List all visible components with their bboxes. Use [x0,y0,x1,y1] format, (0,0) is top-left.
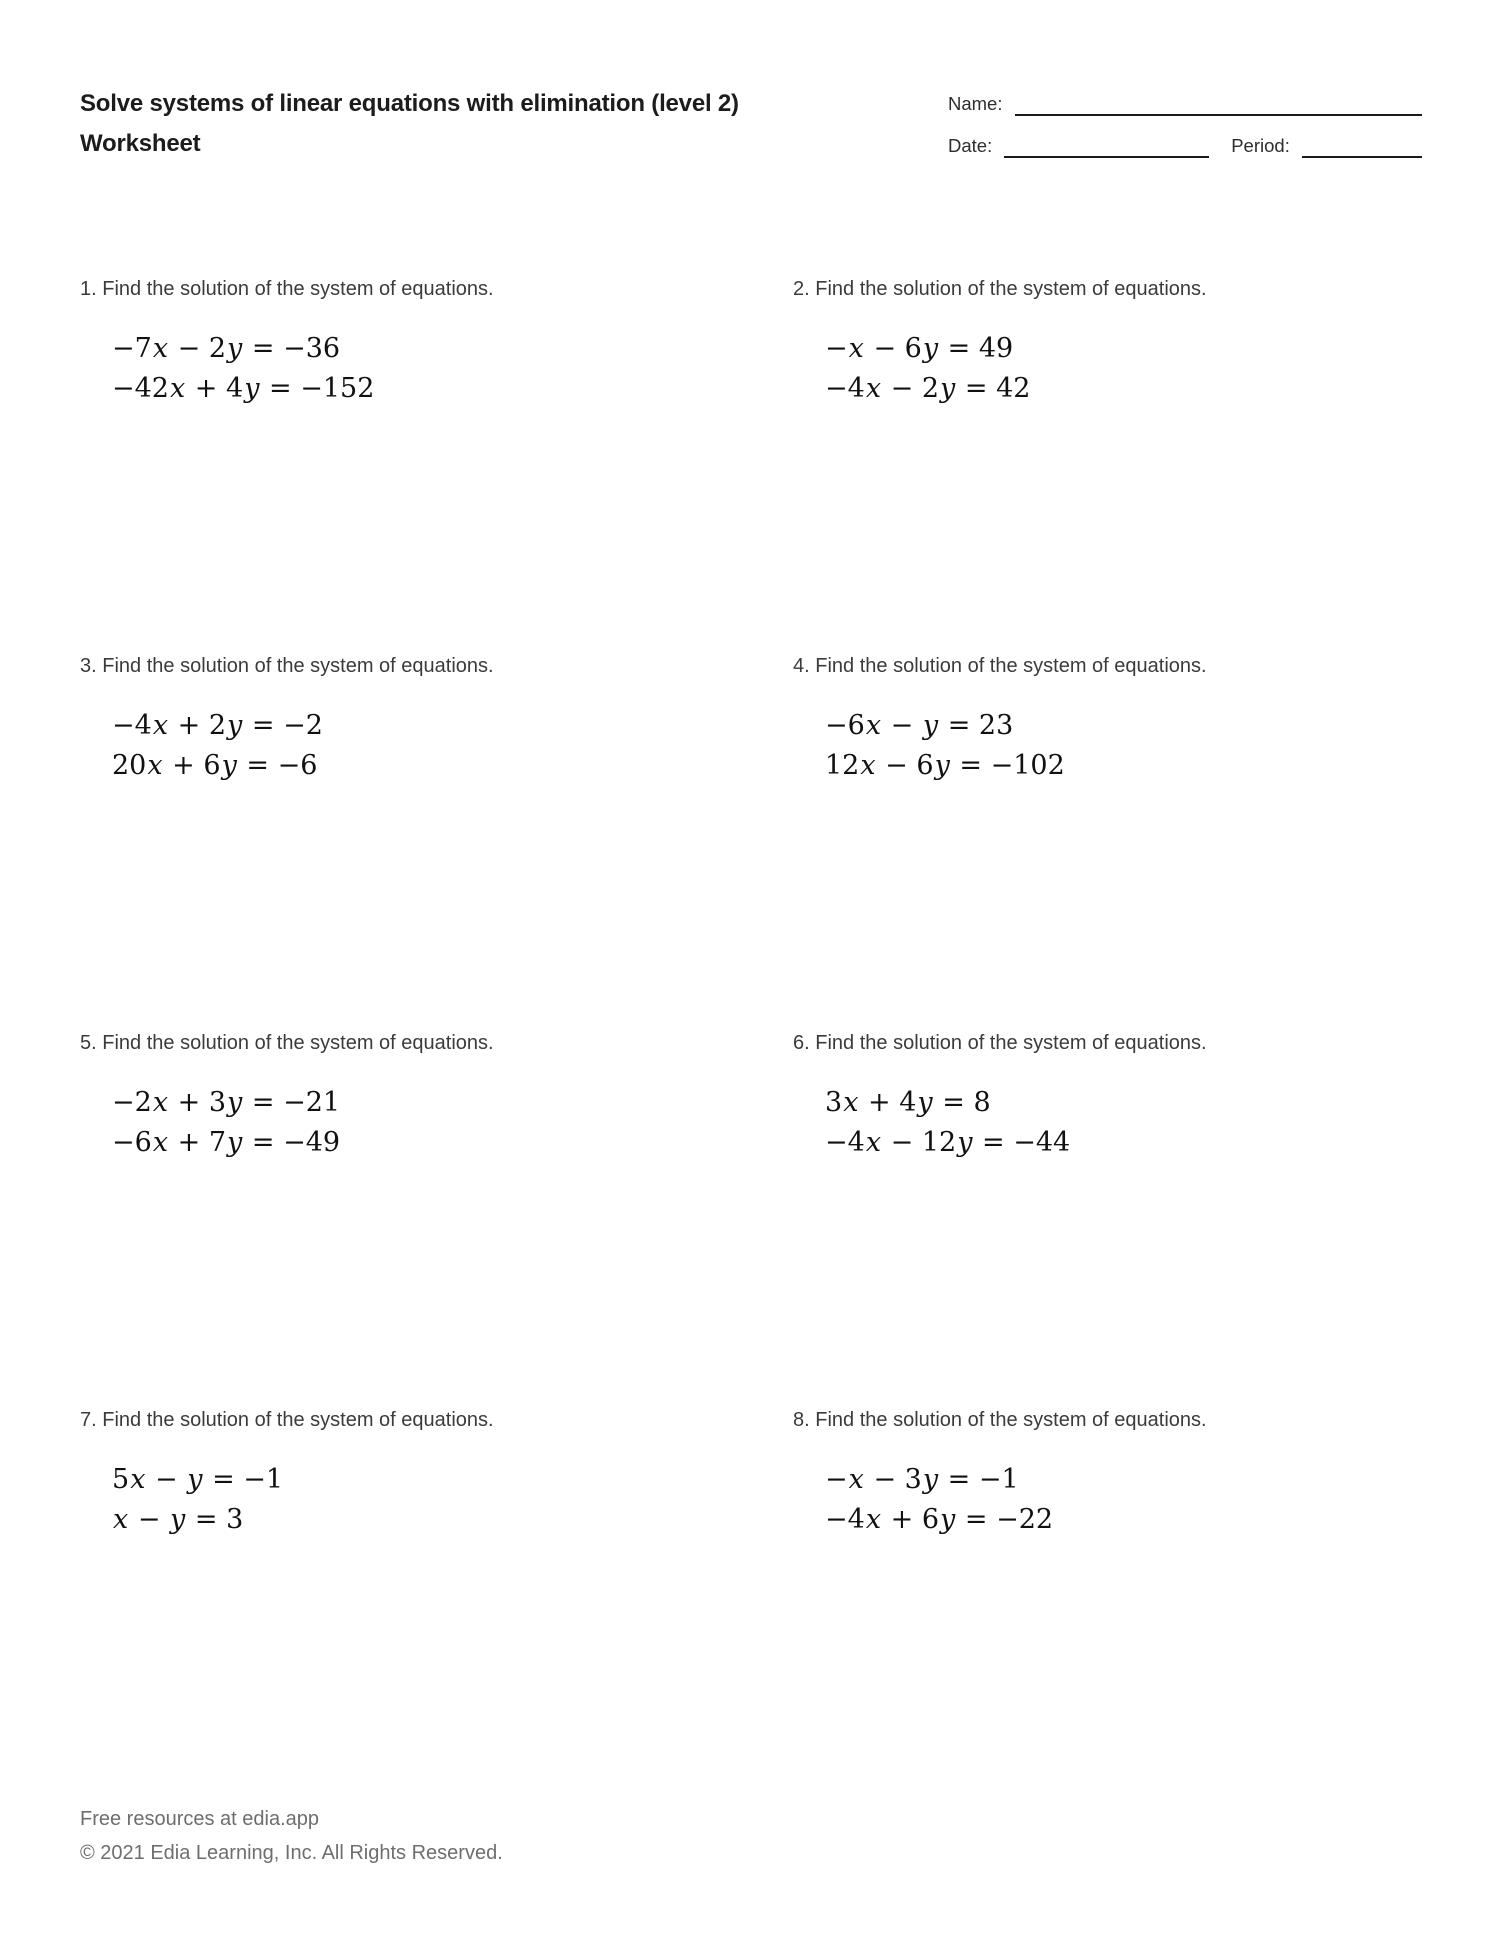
equation-system [112,1083,793,1163]
date-label: Date: [948,135,993,156]
worksheet-header [80,84,1422,176]
problem-prompt-text: Find the solution of the system of equations. [815,1032,1207,1054]
problem-number: 7. [80,1409,97,1431]
footer-resources-text: Free resources at edia.app [80,1808,320,1830]
equation-line-2: −42x + 4y = −152 [112,373,375,404]
period-label: Period: [1231,135,1290,156]
equation-line-1: −7x − 2y = −36 [112,333,341,364]
equation-system [825,1460,1420,1540]
problem-5 [80,1030,793,1407]
problem-2 [793,276,1420,653]
equation-line-1: −2x + 3y = −21 [112,1087,341,1118]
equation-line-1: −6x − y = 23 [825,710,1014,741]
equation-system [825,1083,1420,1163]
problem-number: 6. [793,1032,810,1054]
problem-number: 5. [80,1032,97,1054]
problem-prompt-text: Find the solution of the system of equations. [102,1409,494,1431]
equation-line-1: −x − 6y = 49 [825,333,1014,364]
problem-number: 8. [793,1409,810,1431]
problem-prompt-text: Find the solution of the system of equations. [815,278,1207,300]
title-block [80,84,739,176]
page-footer [80,1802,503,1870]
problem-3 [80,653,793,1030]
problem-prompt [80,1407,793,1434]
name-label: Name: [948,93,1003,114]
equation-line-2: −4x − 2y = 42 [825,373,1031,404]
equation-line-2: −4x − 12y = −44 [825,1127,1071,1158]
problem-number: 1. [80,278,97,300]
name-blank-line [1015,104,1423,116]
problem-prompt-text: Find the solution of the system of equations. [815,1409,1207,1431]
date-period-field-row [948,134,1422,158]
problem-number: 4. [793,655,810,677]
problem-prompt-text: Find the solution of the system of equations. [102,278,494,300]
student-fields [948,84,1422,176]
equation-system [825,329,1420,409]
equation-line-2: x − y = 3 [113,1504,244,1535]
problem-prompt-text: Find the solution of the system of equations. [102,1032,494,1054]
problem-6 [793,1030,1420,1407]
problem-prompt-text: Find the solution of the system of equations. [815,655,1207,677]
equation-line-1: −x − 3y = −1 [825,1464,1019,1495]
page-title: Solve systems of linear equations with elimination (level 2) [80,90,739,117]
problem-1 [80,276,793,653]
problem-8 [793,1407,1420,1784]
equation-system [825,706,1420,786]
footer-copyright-text: © 2021 Edia Learning, Inc. All Rights Reserved. [80,1842,503,1864]
problem-number: 3. [80,655,97,677]
problem-7 [80,1407,793,1784]
problem-number: 2. [793,278,810,300]
problem-4 [793,653,1420,1030]
problem-prompt [793,1030,1420,1057]
equation-line-1: −4x + 2y = −2 [112,710,323,741]
problem-prompt [80,653,793,680]
problems-grid [80,276,1420,1784]
name-field-row [948,92,1422,116]
equation-line-2: 20x + 6y = −6 [112,750,318,781]
problem-prompt [793,276,1420,303]
equation-system [112,706,793,786]
equation-line-1: 3x + 4y = 8 [825,1087,991,1118]
problem-prompt [793,1407,1420,1434]
equation-line-2: −6x + 7y = −49 [112,1127,341,1158]
date-blank-line [1004,146,1209,158]
problem-prompt [80,1030,793,1057]
problem-prompt [793,653,1420,680]
equation-line-2: −4x + 6y = −22 [825,1504,1054,1535]
equation-system [112,329,793,409]
worksheet-subtitle: Worksheet [80,130,201,157]
period-blank-line [1302,146,1422,158]
equation-line-1: 5x − y = −1 [112,1464,284,1495]
equation-line-2: 12x − 6y = −102 [825,750,1065,781]
problem-prompt [80,276,793,303]
equation-system [112,1460,793,1540]
problem-prompt-text: Find the solution of the system of equations. [102,655,494,677]
